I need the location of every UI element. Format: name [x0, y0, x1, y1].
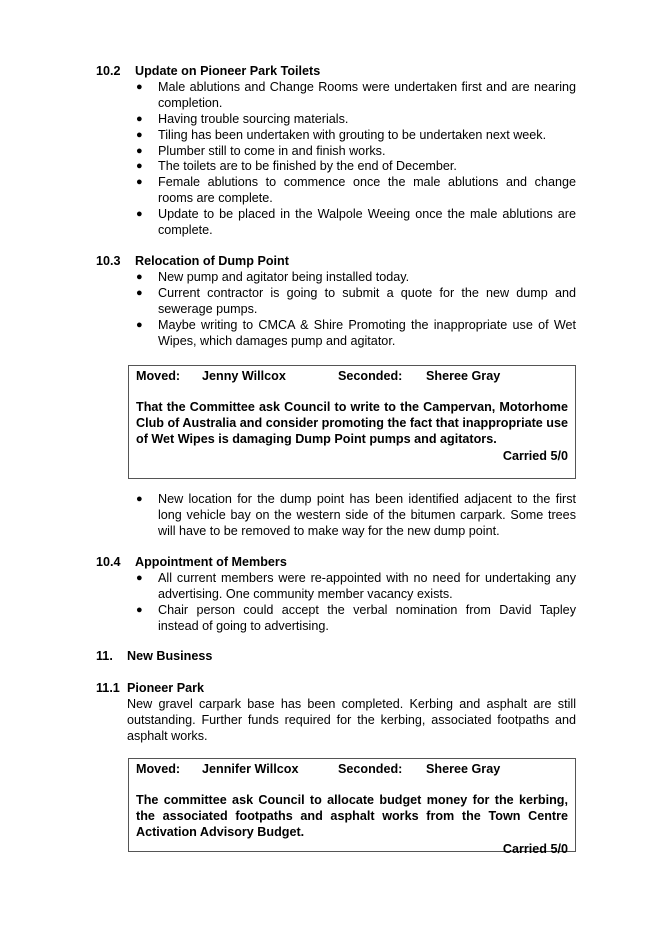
section-heading	[96, 64, 576, 80]
list-item: ● Current contractor is going to submit a quote for the new dump and sewerage pumps.	[136, 285, 576, 316]
list-item: ● Female ablutions to commence once the male ablutions and change rooms are complete.	[136, 175, 576, 206]
bullet-list	[96, 270, 576, 350]
section-title: Relocation of Dump Point	[135, 254, 289, 268]
section-11	[96, 649, 576, 665]
section-title: Appointment of Members	[135, 555, 287, 569]
bullet-list	[96, 492, 576, 540]
bullet-icon: ●	[136, 318, 143, 331]
seconded-by: Sheree Gray	[426, 762, 501, 776]
bullet-icon: ●	[136, 571, 143, 584]
motion-result: Carried 5/0	[502, 448, 568, 463]
motion-header	[136, 369, 568, 385]
section-number: 10.3	[96, 254, 121, 268]
section-heading	[96, 254, 576, 270]
section-heading	[96, 555, 576, 571]
section-10-3-continued	[96, 492, 576, 540]
moved-by: Jenny Willcox	[202, 369, 286, 383]
motion-box	[128, 758, 576, 856]
section-number: 11.	[96, 649, 113, 663]
bullet-icon: ●	[136, 128, 143, 141]
section-heading	[96, 681, 576, 697]
motion-box	[128, 365, 576, 479]
section-number: 11.1	[96, 681, 120, 695]
list-item: ● Chair person could accept the verbal nomination from David Tapley instead of going to advertising.	[136, 602, 576, 633]
bullet-icon: ●	[136, 208, 143, 221]
list-item: ● Having trouble sourcing materials.	[136, 111, 349, 126]
moved-label: Moved:	[136, 762, 181, 776]
motion-result: Carried 5/0	[502, 841, 568, 856]
list-item: ● Update to be placed in the Walpole Weeing once the male ablutions are complete.	[136, 207, 576, 238]
seconded-label: Seconded:	[338, 369, 403, 383]
bullet-icon: ●	[136, 603, 143, 616]
bullet-icon: ●	[136, 286, 143, 299]
moved-by: Jennifer Willcox	[202, 762, 299, 776]
list-item: ● New location for the dump point has been identified adjacent to the first long vehicle bay on the western side of the bitumen carpark. Some trees will have to be removed to make way for the new dump point.	[136, 492, 576, 538]
bullet-icon: ●	[136, 112, 143, 125]
list-item: ● Maybe writing to CMCA & Shire Promoting the inappropriate use of Wet Wipes, which damages pump and agitator.	[136, 317, 576, 348]
bullet-icon: ●	[136, 493, 143, 505]
seconded-label: Seconded:	[338, 762, 403, 776]
bullet-list	[96, 571, 576, 635]
section-paragraph: New gravel carpark base has been completed. Kerbing and asphalt are still outstanding. Further funds required for the kerbing, associated footpaths and asphalt works.	[127, 696, 576, 743]
bullet-icon: ●	[136, 144, 143, 157]
section-10-2	[96, 64, 576, 239]
section-11-1	[96, 681, 576, 745]
list-item: ● All current members were re-appointed with no need for undertaking any advertising. One community member vacancy exists.	[136, 570, 576, 601]
list-item: ● The toilets are to be finished by the end of December.	[136, 159, 457, 174]
section-heading	[96, 649, 576, 665]
section-title: Pioneer Park	[127, 681, 205, 695]
seconded-by: Sheree Gray	[426, 369, 501, 383]
bullet-icon: ●	[136, 270, 143, 283]
motion-header	[136, 762, 568, 778]
list-item: ● New pump and agitator being installed today.	[136, 269, 410, 284]
bullet-list	[96, 80, 576, 239]
motion-text: That the Committee ask Council to write to the Campervan, Motorhome Club of Australia and consider promoting the fact that inappropriate use of Wet Wipes is damaging Dump Point pumps and agitators.	[136, 399, 568, 446]
section-number: 10.4	[96, 555, 121, 569]
section-title: Update on Pioneer Park Toilets	[135, 64, 321, 78]
section-title: New Business	[127, 649, 213, 663]
section-number: 10.2	[96, 64, 121, 78]
moved-label: Moved:	[136, 369, 181, 383]
motion-text: The committee ask Council to allocate budget money for the kerbing, the associated footpaths and asphalt works from the Town Centre Activation Advisory Budget.	[136, 792, 568, 839]
bullet-icon: ●	[136, 160, 143, 173]
section-10-4	[96, 555, 576, 635]
list-item: ● Tiling has been undertaken with grouting to be undertaken next week.	[136, 127, 547, 142]
list-item: ● Plumber still to come in and finish works.	[136, 143, 386, 158]
section-10-3	[96, 254, 576, 349]
list-item: ● Male ablutions and Change Rooms were undertaken first and are nearing completion.	[136, 79, 576, 110]
bullet-icon: ●	[136, 80, 143, 93]
bullet-icon: ●	[136, 176, 143, 189]
